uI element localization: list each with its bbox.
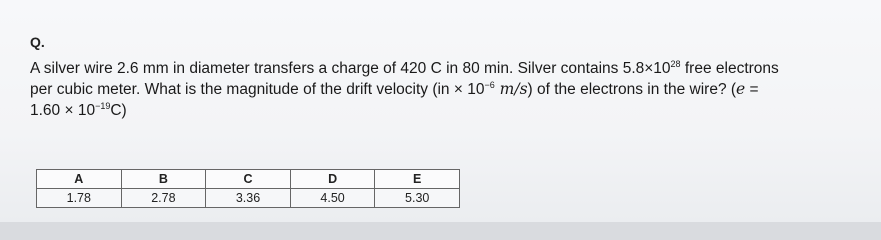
equals-sign: = [745, 81, 759, 98]
options-header-row [37, 170, 460, 189]
option-value-b: 2.78 [121, 189, 206, 208]
question-line3: 1.60 × 10 [30, 102, 96, 119]
question-line2: per cubic meter. What is the magnitude of the drift velocity (in × 10 [30, 81, 485, 98]
option-value-a: 1.78 [37, 189, 122, 208]
charge-exponent: −19 [95, 101, 111, 111]
option-value-e: 5.30 [375, 189, 460, 208]
question-line3-end: C) [110, 102, 127, 119]
question-line1: A silver wire 2.6 mm in diameter transfers a charge of 420 C in 80 min. Silver contains 5.8×10 [30, 60, 671, 77]
question-line1-end: free electrons [680, 60, 779, 77]
option-header-c: C [206, 170, 291, 189]
answer-unit: m/s [494, 80, 528, 98]
options-value-row [37, 189, 460, 208]
answer-unit-exponent: −6 [484, 80, 495, 90]
electron-density-exponent: 28 [670, 59, 681, 69]
option-value-d: 4.50 [290, 189, 375, 208]
option-header-d: D [290, 170, 375, 189]
answer-options-table [36, 169, 460, 208]
question-text [30, 58, 860, 121]
option-header-a: A [37, 170, 122, 189]
option-header-b: B [121, 170, 206, 189]
question-line2-end: ) of the electrons in the wire? ( [527, 81, 737, 98]
charge-symbol: e [736, 80, 746, 98]
option-header-e: E [375, 170, 460, 189]
question-label: Q. [30, 34, 45, 50]
option-value-c: 3.36 [206, 189, 291, 208]
